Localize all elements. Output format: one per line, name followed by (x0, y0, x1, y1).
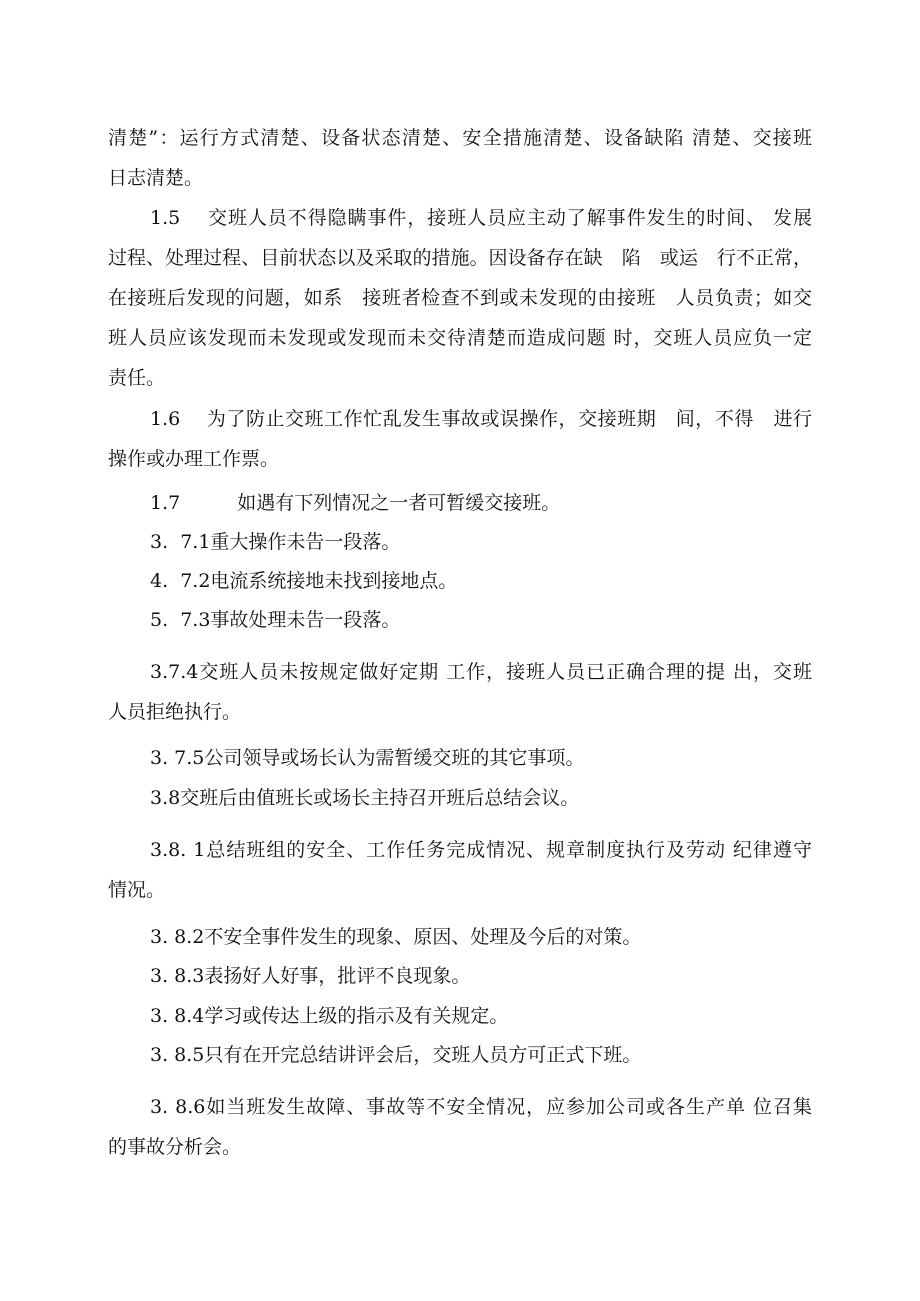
text-line: 3. 8.5只有在开完总结讲评会后，交班人员方可正式下班。 (150, 1044, 642, 1066)
text-line: 3. 8.4学习或传达上级的指示及有关规定。 (150, 1005, 509, 1027)
text-line: 3. 8.6如当班发生故障、事故等不安全情况，应参加公司或各生产单 位召集 (150, 1096, 812, 1118)
text-line: 5. 7.3事故处理未告一段落。 (150, 609, 401, 631)
text-line: 1.7 如遇有下列情况之一者可暂缓交接班。 (150, 492, 561, 514)
text-line: 3. 7.1重大操作未告一段落。 (150, 531, 401, 553)
text-line: 1.6 为了防止交班工作忙乱发生事故或误操作，交接班期 间，不得 进行 (150, 408, 812, 430)
text-line: 责任。 (108, 367, 166, 389)
text-line: 人员拒绝执行。 (108, 701, 242, 723)
text-line: 3. 8.2不安全事件发生的现象、原因、处理及今后的对策。 (150, 926, 642, 948)
text-line: 1.5 交班人员不得隐瞒事件，接班人员应主动了解事件发生的时间、 发展 (150, 207, 812, 229)
text-line: 的事故分析会。 (108, 1136, 242, 1158)
text-line: 操作或办理工作票。 (108, 448, 280, 470)
text-line: 过程、处理过程、目前状态以及采取的措施。因设备存在缺 陷 或运 行不正常， (108, 247, 812, 269)
text-line: 班人员应该发现而未发现或发现而未交待清楚而造成问题 时，交班人员应负一定 (108, 327, 812, 349)
text-line: 3. 8.3表扬好人好事，批评不良现象。 (150, 965, 471, 987)
text-line: 情况。 (108, 879, 166, 901)
text-line: 日志清楚。 (108, 167, 204, 189)
text-line: 3.7.4交班人员未按规定做好定期 工作，接班人员已正确合理的提 出，交班 (150, 661, 812, 683)
text-line: 在接班后发现的问题，如系 接班者检查不到或未发现的由接班 人员负责；如交 (108, 287, 812, 309)
text-line: 3.8. 1总结班组的安全、工作任务完成情况、规章制度执行及劳动 纪律遵守 (150, 839, 812, 861)
text-line: 4. 7.2电流系统接地未找到接地点。 (150, 570, 458, 592)
text-line: 清楚”：运行方式清楚、设备状态清楚、安全措施清楚、设备缺陷 清楚、交接班 (108, 127, 812, 149)
text-line: 3. 7.5公司领导或场长认为需暂缓交班的其它事项。 (150, 747, 585, 769)
text-line: 3.8交班后由值班长或场长主持召开班后总结会议。 (150, 787, 580, 809)
